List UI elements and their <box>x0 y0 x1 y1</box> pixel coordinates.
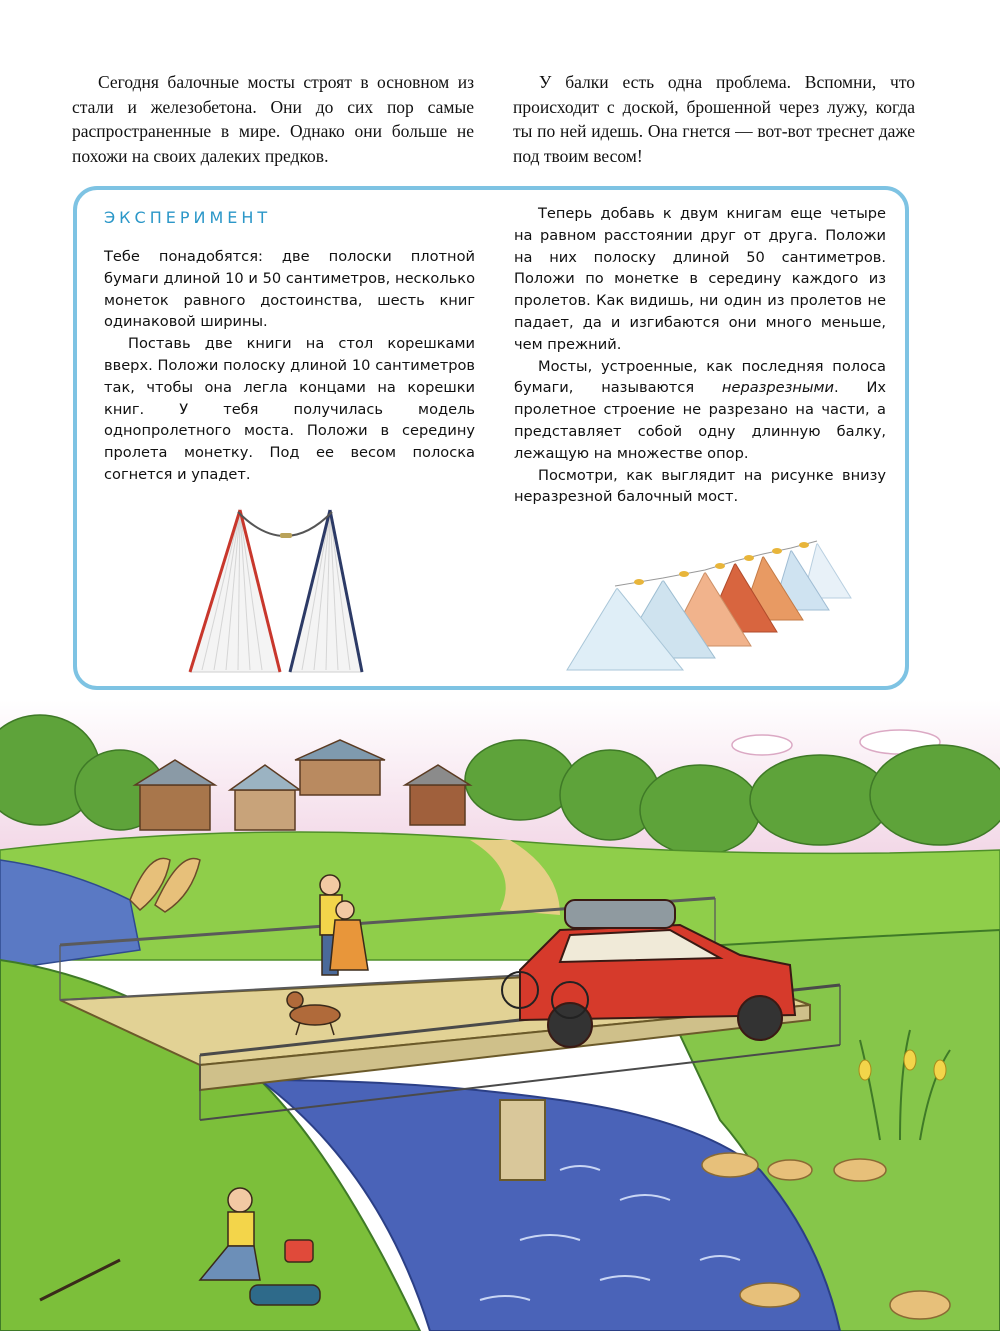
continuous-beam-bridge-illustration <box>0 700 1000 1331</box>
intro-text-right <box>513 70 915 168</box>
red-book <box>190 510 280 672</box>
experiment-continuous-definition: Мосты, устроенные, как последняя полоса бумаги, называются неразрезными. Их пролетное строение не разрезано на части, а представляет собой одну длинную балку, лежащую на множестве опор. <box>514 357 886 462</box>
experiment-step-single-span: Поставь две книги на стол корешками вверх. Положи полоску длиной 10 сантиметров так, чтобы она легла концами на корешки книг. У тебя получилась модель однопролетного моста. Положи в середину пролета монетку. Под ее весом полоска согнется и упадет. <box>104 335 475 483</box>
term-continuous: неразрезными <box>721 379 834 397</box>
experiment-look-below: Посмотри, как выглядит на рисунке внизу неразрезной балочный мост. <box>514 466 886 506</box>
experiment-materials: Тебе понадобятся: две полоски плотной бумаги длиной 10 и 50 сантиметров, несколько монеток равного достоинства, шесть книг одинаковой ширины. <box>104 248 475 331</box>
single-span-books-illustration <box>180 500 370 680</box>
coin <box>280 533 292 538</box>
experiment-step-multi-span: Теперь добавь к двум книгам еще четыре на равном расстоянии друг от друга. Положи на них полоску длиной 50 сантиметров. Положи по монетке в середину каждого из пролетов. Как видишь, ни один из пролетов не падает, да и изгибаются они много меньше, чем прежний. <box>514 205 886 353</box>
intro-paragraph-left: Сегодня балочные мосты строят в основном из стали и железобетона. Они до сих пор самые распространенные в мире. Однако они больше не похожи на своих далеких предков. <box>72 72 474 166</box>
experiment-text-right <box>514 203 886 508</box>
book-row <box>567 543 851 670</box>
bridge-pier <box>500 1100 545 1180</box>
roof-box <box>565 900 675 928</box>
intro-paragraph-right: У балки есть одна проблема. Вспомни, что происходит с доской, брошенной через лужу, когда ты по ней идешь. Она гнется — вот-вот треснет даже под твоим весом! <box>513 72 915 166</box>
experiment-text-left <box>104 246 475 486</box>
multi-span-books-illustration <box>555 528 855 673</box>
intro-text-left <box>72 70 474 168</box>
paper-strip <box>238 512 332 536</box>
experiment-title: ЭКСПЕРИМЕНТ <box>104 208 272 227</box>
